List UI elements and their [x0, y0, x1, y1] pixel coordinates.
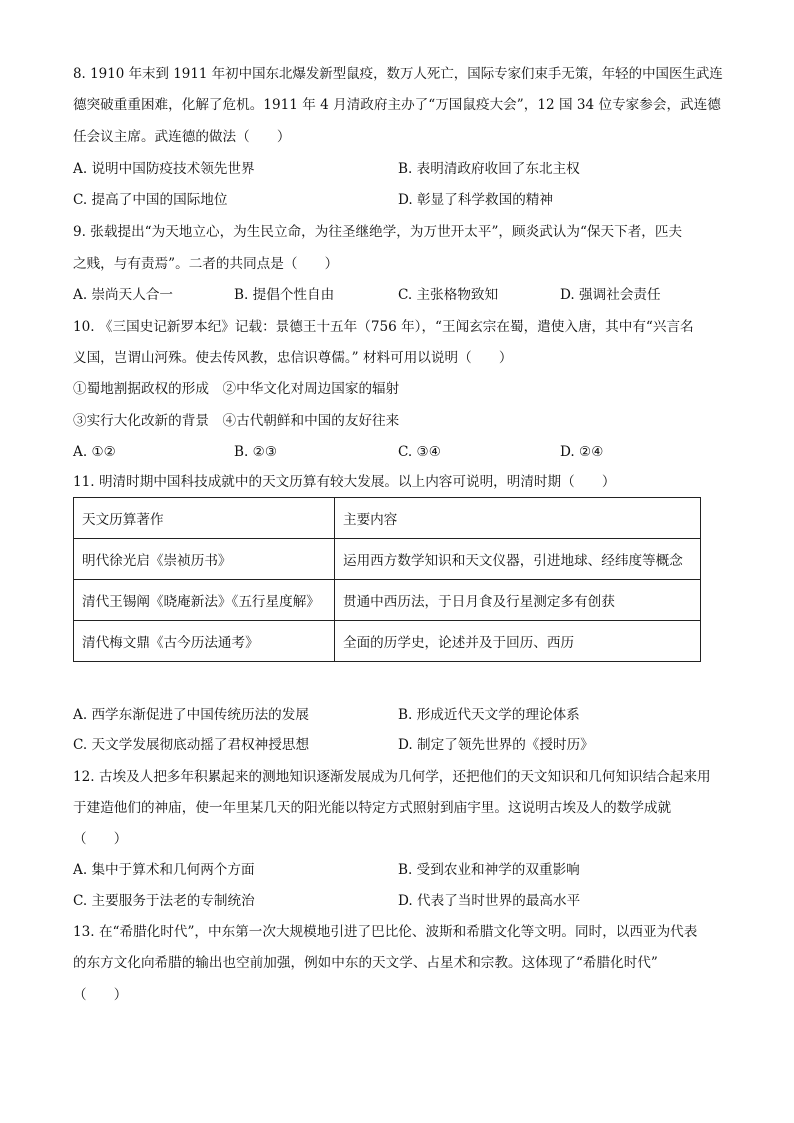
- table-cell: 运用西方数学知识和天文仪器，引进地球、经纬度等概念: [335, 539, 701, 580]
- q10-option-d[interactable]: D. ②④: [560, 444, 604, 460]
- table-cell: 贯通中西历法，于日月食及行星测定多有创获: [335, 580, 701, 621]
- q13-stem-line-3: （ ）: [73, 987, 128, 1003]
- q12-stem-line-3: （ ）: [73, 831, 128, 847]
- q12-option-d[interactable]: D. 代表了当时世界的最高水平: [398, 893, 581, 909]
- q9-option-c[interactable]: C. 主张格物致知: [398, 287, 499, 303]
- q12-stem-line-2: 于建造他们的神庙，使一年里某几天的阳光能以特定方式照射到庙宇里。这说明古埃及人的数学成就: [73, 800, 672, 816]
- q8-option-c[interactable]: C. 提高了中国的国际地位: [73, 192, 228, 208]
- table-row: [74, 539, 701, 580]
- q12-option-b[interactable]: B. 受到农业和神学的双重影响: [398, 862, 580, 878]
- q10-choice-line-1: ①蜀地割据政权的形成 ②中华文化对周边国家的辐射: [73, 381, 400, 397]
- q9-option-a[interactable]: A. 崇尚天人合一: [73, 287, 174, 303]
- table-header-row: [74, 498, 701, 539]
- q10-stem-line-1: 10. 《三国史记新罗本纪》记载：景德王十五年（756 年），“王闻玄宗在蜀，遣使入唐，其中有“兴言名: [73, 319, 694, 335]
- q12-option-a[interactable]: A. 集中于算术和几何两个方面: [73, 862, 255, 878]
- q11-option-b[interactable]: B. 形成近代天文学的理论体系: [398, 707, 580, 723]
- astronomy-works-table: [73, 497, 701, 662]
- table-header-cell: 天文历算著作: [74, 498, 335, 539]
- q10-option-b[interactable]: B. ②③: [234, 444, 278, 460]
- q9-option-d[interactable]: D. 强调社会责任: [560, 287, 661, 303]
- q10-choice-line-2: ③实行大化改新的背景 ④古代朝鲜和中国的友好往来: [73, 413, 400, 429]
- q8-stem-line-2: 德突破重重困难，化解了危机。1911 年 4 月清政府主办了“万国鼠疫大会”，12 国 34 位专家参会，武连德: [73, 97, 721, 113]
- q11-option-d[interactable]: D. 制定了领先世界的《授时历》: [398, 737, 594, 753]
- table-cell: 全面的历学史，论述并及于回历、西历: [335, 621, 701, 662]
- q8-stem-line-3: 任会议主席。武连德的做法（ ）: [73, 129, 291, 145]
- table-row: [74, 580, 701, 621]
- q10-option-a[interactable]: A. ①②: [73, 444, 116, 460]
- q12-option-c[interactable]: C. 主要服务于法老的专制统治: [73, 893, 255, 909]
- q13-stem-line-2: 的东方文化向希腊的输出也空前加强，例如中东的天文学、占星术和宗教。这体现了“希腊化时代”: [73, 955, 658, 971]
- q8-option-a[interactable]: A. 说明中国防疫技术领先世界: [73, 161, 255, 177]
- q8-option-b[interactable]: B. 表明清政府收回了东北主权: [398, 161, 580, 177]
- q11-option-c[interactable]: C. 天文学发展彻底动摇了君权神授思想: [73, 737, 310, 753]
- table-header-cell: 主要内容: [335, 498, 701, 539]
- table-row: [74, 621, 701, 662]
- q8-stem-line-1: 8. 1910 年末到 1911 年初中国东北爆发新型鼠疫，数万人死亡，国际专家们束手无策，年轻的中国医生武连: [73, 66, 723, 82]
- q12-stem-line-1: 12. 古埃及人把多年积累起来的测地知识逐渐发展成为几何学，还把他们的天文知识和几何知识结合起来用: [73, 769, 711, 785]
- q9-stem-line-1: 9. 张载提出“为天地立心，为生民立命，为往圣继绝学，为万世开太平”，顾炎武认为“保天下者，匹夫: [73, 224, 683, 240]
- q9-option-b[interactable]: B. 提倡个性自由: [234, 287, 335, 303]
- table-cell: 明代徐光启《崇祯历书》: [74, 539, 335, 580]
- table-cell: 清代梅文鼎《古今历法通考》: [74, 621, 335, 662]
- q13-stem-line-1: 13. 在“希腊化时代”，中东第一次大规模地引进了巴比伦、波斯和希腊文化等文明。同时，以西亚为代表: [73, 924, 698, 940]
- q10-option-c[interactable]: C. ③④: [398, 444, 441, 460]
- q9-stem-line-2: 之贱，与有责焉”。二者的共同点是（ ）: [73, 256, 339, 272]
- q8-option-d[interactable]: D. 彰显了科学救国的精神: [398, 192, 553, 208]
- q11-stem-line-1: 11. 明清时期中国科技成就中的天文历算有较大发展。以上内容可说明，明清时期（ ）: [73, 474, 616, 490]
- table-cell: 清代王锡阐《晓庵新法》《五行星度解》: [74, 580, 335, 621]
- q11-option-a[interactable]: A. 西学东渐促进了中国传统历法的发展: [73, 707, 309, 723]
- q10-stem-line-2: 义国，岂谓山河殊。使去传风教，忠信识尊儒。” 材料可用以说明（ ）: [73, 350, 513, 366]
